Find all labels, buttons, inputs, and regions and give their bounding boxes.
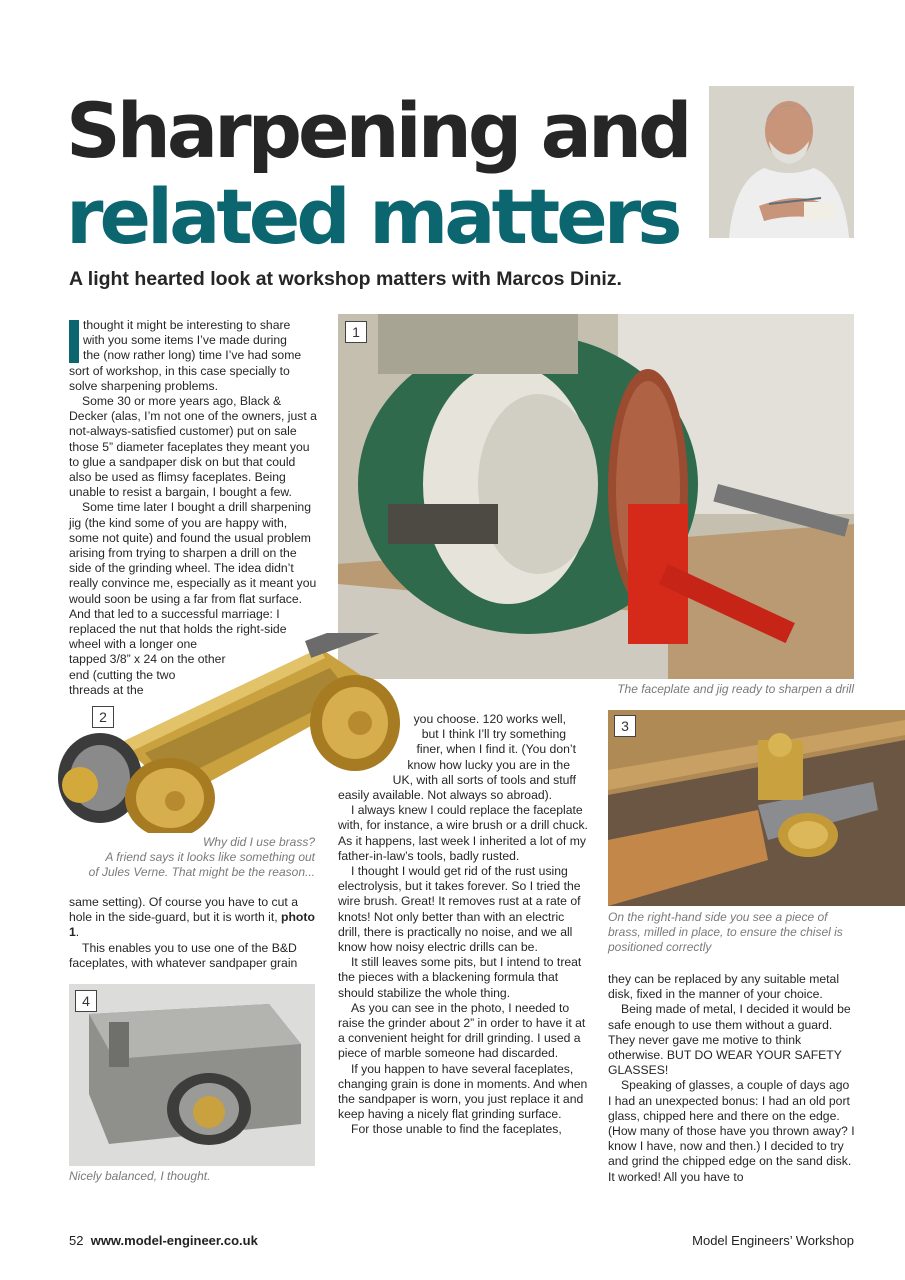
footer-left xyxy=(69,1233,258,1248)
photo-2-caption-line-1: Why did I use brass? xyxy=(202,835,315,849)
footer-magazine: Model Engineers’ Workshop xyxy=(692,1233,854,1248)
website-link[interactable]: www.model-engineer.co.uk xyxy=(90,1233,258,1248)
col1-line-4: sort of workshop, in this case specially to xyxy=(69,363,290,378)
col2-para-3: I thought I would get rid of the rust using electrolysis, but it takes forever. So I tried the wire brush. Great! It removes rust at a rate of knots! Not only better than with an electric drill, there is practically no noise, and we all know how noisy electric drills can be. xyxy=(338,864,581,955)
col3-text xyxy=(608,972,856,1185)
col1-para-2: Some 30 or more years ago, Black & Decker (alas, I’m not one of the owners, just a not-always-satisfied customer) put on sale those 5” diameter faceplates they meant you to glue a sandpaper disk on but that could also be used as flimsy faceplates. Being unable to resist a bargain, I bought a few. xyxy=(69,394,317,500)
photo-3-chisel-jig xyxy=(608,710,905,906)
col1-tail-1: tapped 3/8” x 24 on the other xyxy=(69,652,226,667)
col1-tail-2: end (cutting the two xyxy=(69,667,176,682)
photo-2-number: 2 xyxy=(92,706,114,728)
col3-para-1: they can be replaced by any suitable metal disk, fixed in the manner of your choice. xyxy=(608,972,840,1002)
col1-line-1: thought it might be interesting to share xyxy=(83,318,291,332)
photo-1-grinder xyxy=(338,314,854,679)
page-number: 52 xyxy=(69,1233,84,1248)
photo-2-caption-line-3: of Jules Verne. That might be the reason... xyxy=(88,865,315,880)
col3-para-2: Being made of metal, I decided it would be safe enough to use them without a guard. They never gave me motive to think otherwise. BUT DO WEAR YOUR SAFETY GLASSES! xyxy=(608,1002,851,1078)
col2-para-4: It still leaves some pits, but I intend to treat the pieces with a blackening formula that should stabilize the whole thing. xyxy=(338,955,582,1000)
photo-1-number: 1 xyxy=(345,321,367,343)
photo-2-caption xyxy=(69,835,315,881)
col2-para-6: If you happen to have several faceplates, changing grain is done in moments. And when the sandpaper is worn, you just replace it and keep having a nicely flat grinding surface. xyxy=(338,1061,588,1122)
col2-shaped-2: but I think I’ll try something xyxy=(421,727,566,742)
col2-shaped-1: you choose. 120 works well, xyxy=(413,712,566,726)
author-portrait xyxy=(709,86,854,238)
drop-cap xyxy=(69,320,79,363)
col2-rest: easily available. Not always so abroad). xyxy=(338,788,553,803)
col1-continuation xyxy=(69,895,319,971)
title-line-1: Sharpening and xyxy=(66,86,689,175)
photo-3-number: 3 xyxy=(614,715,636,737)
col1-para-3: Some time later I bought a drill sharpening jig (the kind some of you are happy with, some not quite) and found the usual problem arising from trying to sharpen a drill on the side of the grinding wheel. The idea didn’t really convince me, especially as it meant you would soon be using a far from flat surface. And that led to a successful marriage: I replaced the nut that holds the right-side wheel with a longer one xyxy=(69,500,317,652)
col1-para-4: This enables you to use one of the B&D faceplates, with whatever sandpaper grain xyxy=(69,940,298,970)
col1-line-3: the (now rather long) time I’ve had some xyxy=(83,348,302,363)
photo-4-number: 4 xyxy=(75,990,97,1012)
photo-3-caption: On the right-hand side you see a piece of brass, milled in place, to ensure the chisel is positioned correctly xyxy=(608,910,843,955)
col1-cont-dot: . xyxy=(75,925,80,940)
photo-4-balanced-jig xyxy=(69,984,315,1166)
col1-line-2: with you some items I’ve made during xyxy=(83,333,287,348)
subtitle: A light hearted look at workshop matters with Marcos Diniz. xyxy=(69,268,622,290)
col1-line-5: solve sharpening problems. xyxy=(69,378,219,393)
col3-para-3: Speaking of glasses, a couple of days ago I had an unexpected bonus: I had an old port glass, chipped here and there on the edge. (How many of those have you thrown away? I know I have, now and then.) I decided to try and grind the chipped edge on the sand disk. It worked! All you have to xyxy=(608,1078,855,1184)
col1-cont-para xyxy=(69,895,319,941)
col2-shaped-5: UK, with all sorts of tools and stuff xyxy=(392,772,576,787)
title-line-2: related matters xyxy=(66,172,679,261)
photo-4-caption: Nicely balanced, I thought. xyxy=(69,1169,211,1183)
col1-tail-3: threads at the xyxy=(69,682,144,697)
col2-text xyxy=(338,712,588,1138)
col2-shaped-3: finer, when I find it. (You don’t xyxy=(416,742,576,757)
photo-1-ref: photo 1 xyxy=(69,910,315,940)
photo-1-caption: The faceplate and jig ready to sharpen a drill xyxy=(617,682,854,696)
col2-para-2: I always knew I could replace the faceplate with, for instance, a wire brush or a drill chuck. As it happens, last week I inherited a lot of my father-in-law’s tools, badly rusted. xyxy=(338,803,588,863)
photo-2-caption-line-2: A friend says it looks like something out xyxy=(105,850,315,865)
col2-para-5: As you can see in the photo, I needed to raise the grinder about 2” in order to have it at a convenient height for drill grinding. I used a piece of marble someone had discarded. xyxy=(338,1000,586,1061)
col2-para-7: For those unable to find the faceplates, xyxy=(351,1122,562,1137)
col1-cont-text: same setting). Of course you have to cut a hole in the side-guard, but it is worth it, xyxy=(69,895,298,925)
col2-shaped-4: know how lucky you are in the xyxy=(407,757,570,772)
